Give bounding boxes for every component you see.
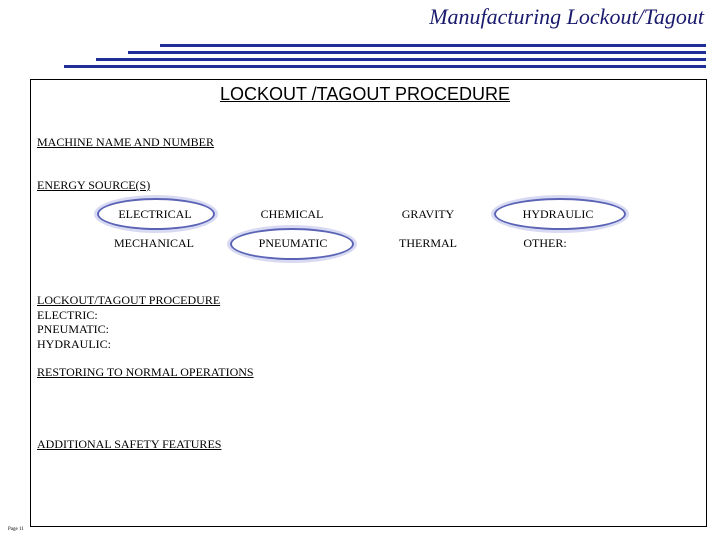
page-header-title: Manufacturing Lockout/Tagout [429, 4, 704, 29]
header-rule-1 [160, 44, 706, 47]
lockout-procedure-label: LOCKOUT/TAGOUT PROCEDURE [37, 293, 221, 307]
option-thermal[interactable]: THERMAL [399, 236, 457, 250]
header-rule-3 [96, 58, 706, 61]
pneumatic-label: PNEUMATIC: [37, 322, 110, 336]
machine-name-label: MACHINE NAME AND NUMBER [37, 135, 215, 149]
electric-label: ELECTRIC: [37, 308, 98, 322]
hydraulic-label: HYDRAULIC: [37, 337, 111, 351]
option-electrical[interactable]: ELECTRICAL [118, 207, 192, 221]
additional-safety-label: ADDITIONAL SAFETY FEATURES [37, 437, 222, 451]
restoring-label: RESTORING TO NORMAL OPERATIONS [37, 365, 254, 379]
procedure-title-text: LOCKOUT /TAGOUT PROCEDURE [219, 84, 511, 104]
option-mechanical[interactable]: MECHANICAL [114, 236, 194, 250]
option-pneumatic[interactable]: PNEUMATIC [258, 236, 328, 250]
procedure-title [0, 84, 720, 105]
energy-sources-label: ENERGY SOURCE(S) [37, 178, 151, 192]
option-other[interactable]: OTHER: [523, 236, 567, 250]
header-rule-4 [64, 65, 706, 68]
option-hydraulic[interactable]: HYDRAULIC [522, 207, 594, 221]
page-number: Page 11 [8, 527, 24, 532]
header-rule-2 [128, 51, 706, 54]
option-gravity[interactable]: GRAVITY [401, 207, 455, 221]
option-chemical[interactable]: CHEMICAL [260, 207, 324, 221]
